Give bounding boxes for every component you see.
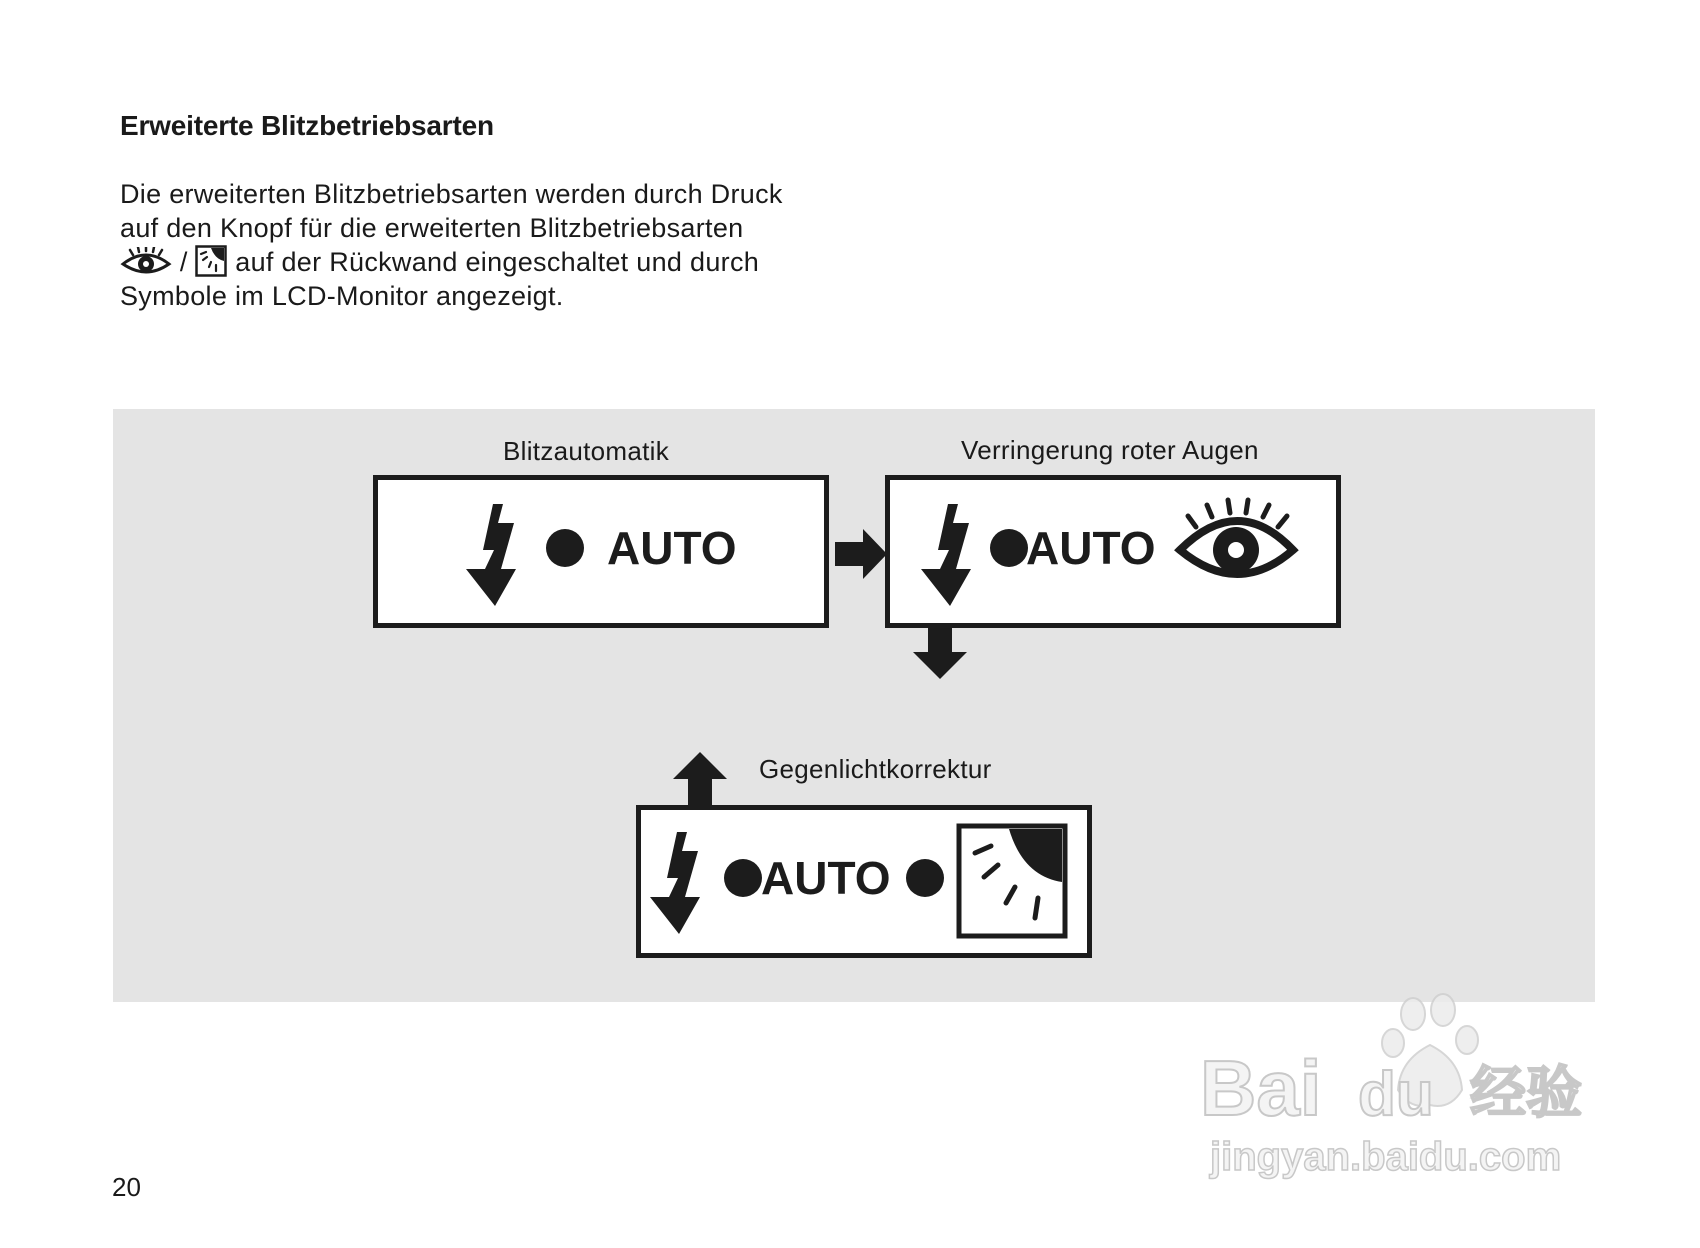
flash-icon — [921, 504, 971, 606]
page-number: 20 — [112, 1172, 141, 1202]
eye-icon — [1180, 500, 1293, 574]
flash-mode-diagram — [113, 409, 1595, 1002]
mode-red-eye-symbols — [890, 480, 1336, 623]
mode-label-backlight: Gegenlichtkorrektur — [759, 754, 992, 784]
intro-line-1: Die erweiterten Blitzbetriebsarten werden durch Druck — [120, 179, 783, 209]
auto-display-text: AUTO — [761, 852, 891, 904]
dot-icon — [906, 859, 944, 897]
intro-line-3-text: auf der Rückwand eingeschaltet und durch — [235, 247, 760, 277]
icon-separator: / — [179, 247, 188, 277]
intro-paragraph — [120, 177, 783, 313]
mode-label-red-eye: Verringerung roter Augen — [961, 435, 1259, 465]
flash-icon — [650, 832, 700, 934]
mode-box-backlight — [636, 805, 1092, 958]
baidu-watermark-logo — [1200, 990, 1620, 1190]
mode-box-red-eye — [885, 475, 1341, 628]
mode-backlight-symbols — [641, 810, 1087, 953]
mode-auto-symbols — [378, 480, 824, 623]
mode-label-auto: Blitzautomatik — [503, 436, 670, 466]
dot-icon — [990, 529, 1028, 567]
svg-text:du: du — [1358, 1060, 1434, 1129]
flash-icon — [466, 504, 516, 606]
red-eye-button-icon — [120, 247, 172, 277]
intro-line-3 — [120, 245, 783, 279]
backlight-icon — [959, 826, 1065, 936]
svg-text:Bai: Bai — [1200, 1044, 1322, 1132]
svg-text:jingyan.baidu.com: jingyan.baidu.com — [1210, 1135, 1562, 1179]
arrow-down-icon — [911, 625, 971, 683]
svg-text:经验: 经验 — [1470, 1061, 1582, 1126]
intro-line-2: auf den Knopf für die erweiterten Blitzbetriebsarten — [120, 213, 744, 243]
auto-display-text: AUTO — [1026, 522, 1156, 574]
section-heading: Erweiterte Blitzbetriebsarten — [120, 110, 494, 141]
auto-display-text: AUTO — [607, 522, 737, 574]
mode-box-auto — [373, 475, 829, 628]
backlight-button-icon — [195, 245, 227, 277]
arrow-right-icon — [823, 526, 891, 582]
intro-line-4: Symbole im LCD-Monitor angezeigt. — [120, 281, 564, 311]
dot-icon — [546, 529, 584, 567]
dot-icon — [724, 859, 762, 897]
